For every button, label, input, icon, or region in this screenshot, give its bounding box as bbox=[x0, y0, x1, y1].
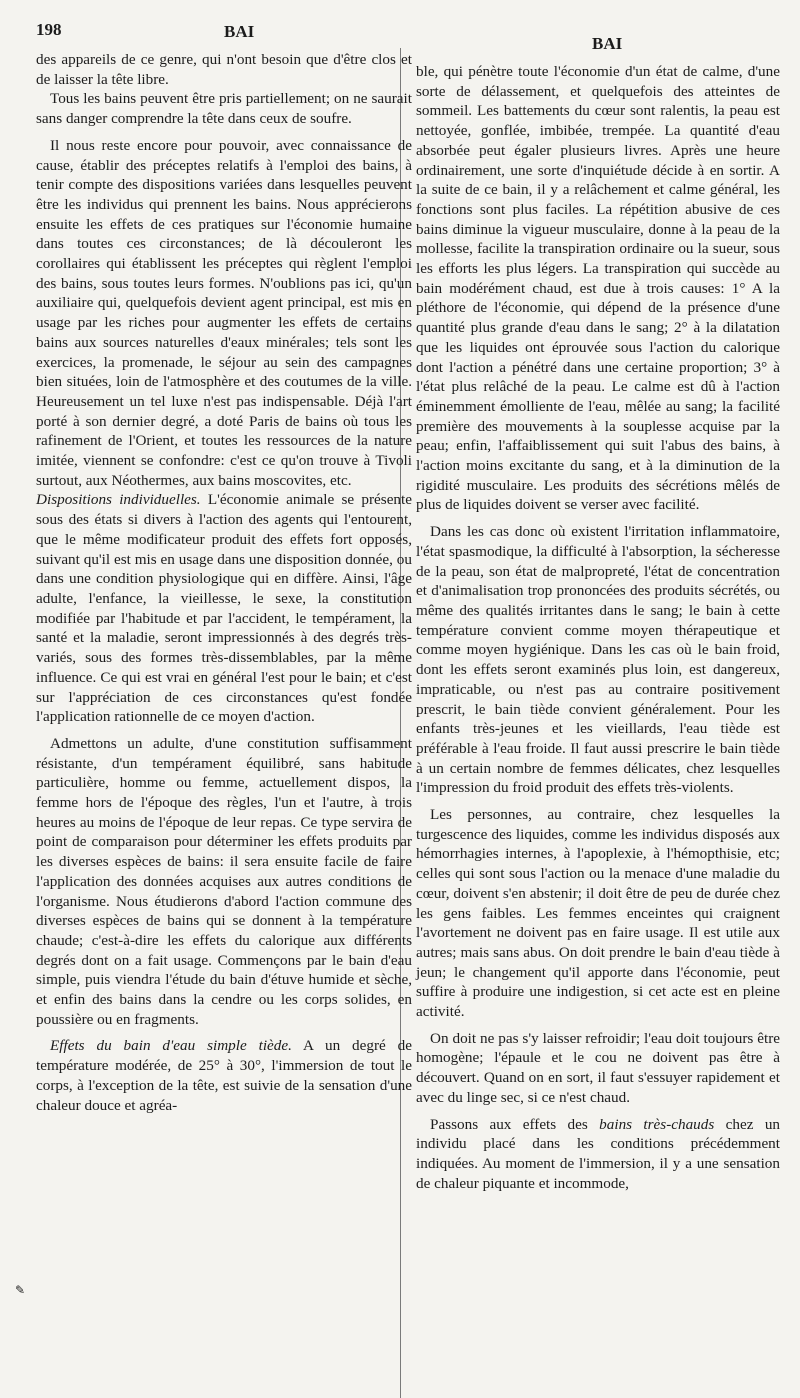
paragraph: Admettons un adulte, d'une constitution suffisamment résistante, d'un tempérament équilibré, sans habitude particulière, homme ou femme, actuellement dispos, la femme hors de l'époque des règles, l'un et l'autre, à trois heures au moins de l'époque de leur repas. Ce type servira de point de comparaison pour déterminer les effets produits par les diverses espèces de bains: il sera ensuite facile de faire l'application des données acquises aux autres conditions de l'organisme. Nous étudierons d'abord l'action commune des diverses espèces de bains qui se donnent à la température chaude; c'est-à-dire les effets du calorique aux différents degrés dont on a fait usage. Commençons par le bain d'eau simple, puis viendra l'étude du bain d'étuve humide et sèche, et enfin des bains dans la cendre ou les corps solides, en poussière ou en fragments. bbox=[36, 734, 412, 1028]
margin-mark: ✎ bbox=[15, 1283, 26, 1297]
running-title-right: BAI bbox=[592, 34, 623, 53]
page-number: 198 bbox=[36, 20, 62, 39]
paragraph: Les personnes, au contraire, chez lesquelles la turgescence des liquides, comme les individus disposés aux hémorrhagies internes, à l'apoplexie, à l'hémopthisie, etc; celles qui sont sous l'action ou la menace d'une maladie du cœur, doivent s'en abstenir; il doit être de peu de durée chez les gens faibles. Les femmes enceintes qui craignent l'avortement ne doivent pas en faire usage. Il est utile aux autres; mais sans abus. On doit prendre le bain d'eau tiède à jeun; le changement qu'il apporte dans l'économie, peut suffire à produire une indigestion, si cet acte est en pleine activité. bbox=[416, 806, 780, 1021]
paragraph bbox=[416, 1115, 780, 1194]
left-column bbox=[36, 50, 412, 1115]
section-heading: Effets du bain d'eau simple tiède. bbox=[50, 1037, 292, 1055]
paragraph-text: chez un individu placé dans les conditions précédemment indiquées. Au moment de l'immersion, il y a une sensation de chaleur piquante et incommode, bbox=[416, 1115, 781, 1192]
section-heading: Dispositions individuelles. bbox=[36, 491, 201, 509]
paragraph: des appareils de ce genre, qui n'ont besoin que d'être clos et de laisser la tête libre. bbox=[36, 51, 412, 88]
paragraph: Il nous reste encore pour pouvoir, avec connaissance de cause, établir des préceptes relatifs à l'emploi des bains, à tenir compte des dispositions variées dans lesquelles peuvent être les individus qui prennent les bains. Nous apprécierons ensuite les effets de ces pratiques sur l'économie humaine dans toutes ces circonstances; de là découleront les corollaires qui établissent les préceptes qui règlent l'emploi des bains, sous toutes leurs formes. N'oublions pas ici, qu'un auxiliaire qui, quelquefois devient agent principal, est mis en usage par les riches pour augmenter les effets de certains bains aux sources naturelles d'eaux minérales; tels sont les exercices, la promenade, le séjour au sein des campagnes bien situées, loin de l'atmosphère et des coutumes de la ville. Heureusement un tel luxe n'est pas indispensable. Déjà l'art porté à son dernier degré, a doté Paris de bains où tous les rafinement de l'Orient, et toutes les ressources de la nature imitée, viennent se confondre: c'est ce qu'on trouve à Tivoli surtout, aux Néothermes, aux bains moscovites, etc. bbox=[36, 136, 412, 489]
paragraph: Dans les cas donc où existent l'irritation inflammatoire, l'état spasmodique, la difficulté à l'absorption, la sécheresse de la peau, son état de malpropreté, l'état de concentration et d'animalisation trop prononcées des produits sécrétés, ou même des qualités irritantes dans le sang; le bain à cette température convient comme moyen thérapeutique et comme moyen hygiénique. Dans les cas où le bain froid, dont les effets seront examinés plus loin, est dangereux, impraticable, ou n'est pas au contraire positivement prescrit, le bain tiède convient généralement. Pour les enfants très-jeunes et les vieillards, l'eau tiède est préférable à l'eau froide. Il faut aussi prescrire le bain tiède à un certain nombre de femmes délicates, chez lesquelles l'impression du froid produit des effets très-violents. bbox=[416, 523, 780, 797]
paragraph: ble, qui pénètre toute l'économie d'un état de calme, d'une sorte de délassement, et quelquefois des atteintes de sommeil. Les battements du cœur sont ralentis, la peau est nettoyée, gonflée, imbibée, trempée. La quantité d'eau absorbée peut égaler plusieurs livres. Après une heure ordinairement, une sorte d'inquiétude décide à en sortir. A la suite de ce bain, il y a relâchement et calme général, les fonctions sont plus faciles. La répétition abusive de ces bains diminue la vigueur musculaire, donne à la peau de la mollesse, facilite la transpiration ordinaire ou la sueur, sous les efforts les plus légers. La transpiration qui succède au bain modérément chaud, est due à trois causes: 1° A la pléthore de l'économie, qui dépend de la présence d'une quantité plus grande d'eau dans le sang; 2° à la dilatation que les liquides ont éprouvée sous l'action du calorique dont l'action a pénétré dans une certaine proportion; 3° à l'état plus relâché de la peau. Le calme est dû à l'action éminemment émolliente de l'eau, mêlée au sang; la facilité première des mouvements à la souplesse acquise par la peau; enfin, l'affaiblissement qui suit l'abus des bains, à l'action moins excitante du sang, et à la diminution de la rigidité musculaire. Les produits des sécrétions mêlés de plus de liquides doivent se verser avec facilité. bbox=[416, 63, 780, 514]
right-column bbox=[416, 62, 780, 1193]
paragraph-text: Passons aux effets des bbox=[430, 1115, 600, 1133]
paragraph-text: L'économie animale se présente sous des états si divers à l'action des agents qui l'entourent, que le même modificateur produit des effets fort opposés, suivant qu'il est mis en usage dans une disposition donnée, ou dans une condition physiologique qui en diffère. Ainsi, l'âge adulte, l'enfance, la vieillesse, le sexe, la constitution modifiée par l'habitude et par l'accident, le tempérament, la santé et la maladie, seront impressionnés à des degrés très-variés, sous des formes très-dissemblables, par la même influence. Ce qui est vrai en général l'est pour le bain; et c'est sur l'appréciation de ces circonstances qu'est fondée l'application rationnelle de ce moyen d'action. bbox=[36, 491, 412, 726]
paragraph: Tous les bains peuvent être pris partiellement; on ne saurait sans danger comprendre la tête dans ceux de soufre. bbox=[36, 90, 412, 128]
emphasis: bains très-chauds bbox=[599, 1115, 715, 1133]
paragraph bbox=[36, 490, 412, 726]
running-title-left: BAI bbox=[224, 22, 255, 41]
paragraph-text: A un degré de température modérée, de 25° à 30°, l'immersion de tout le corps, à l'exception de la tête, est suivie de la sensation d'une chaleur douce et agréa- bbox=[36, 1037, 412, 1114]
paragraph: On doit ne pas s'y laisser refroidir; l'eau doit toujours être homogène; l'épaule et le cou ne doivent pas être à découvert. Quand on en sort, il faut s'essuyer rapidement et avec du linge sec, si ce n'est chaud. bbox=[416, 1029, 780, 1106]
paragraph bbox=[36, 1036, 412, 1115]
